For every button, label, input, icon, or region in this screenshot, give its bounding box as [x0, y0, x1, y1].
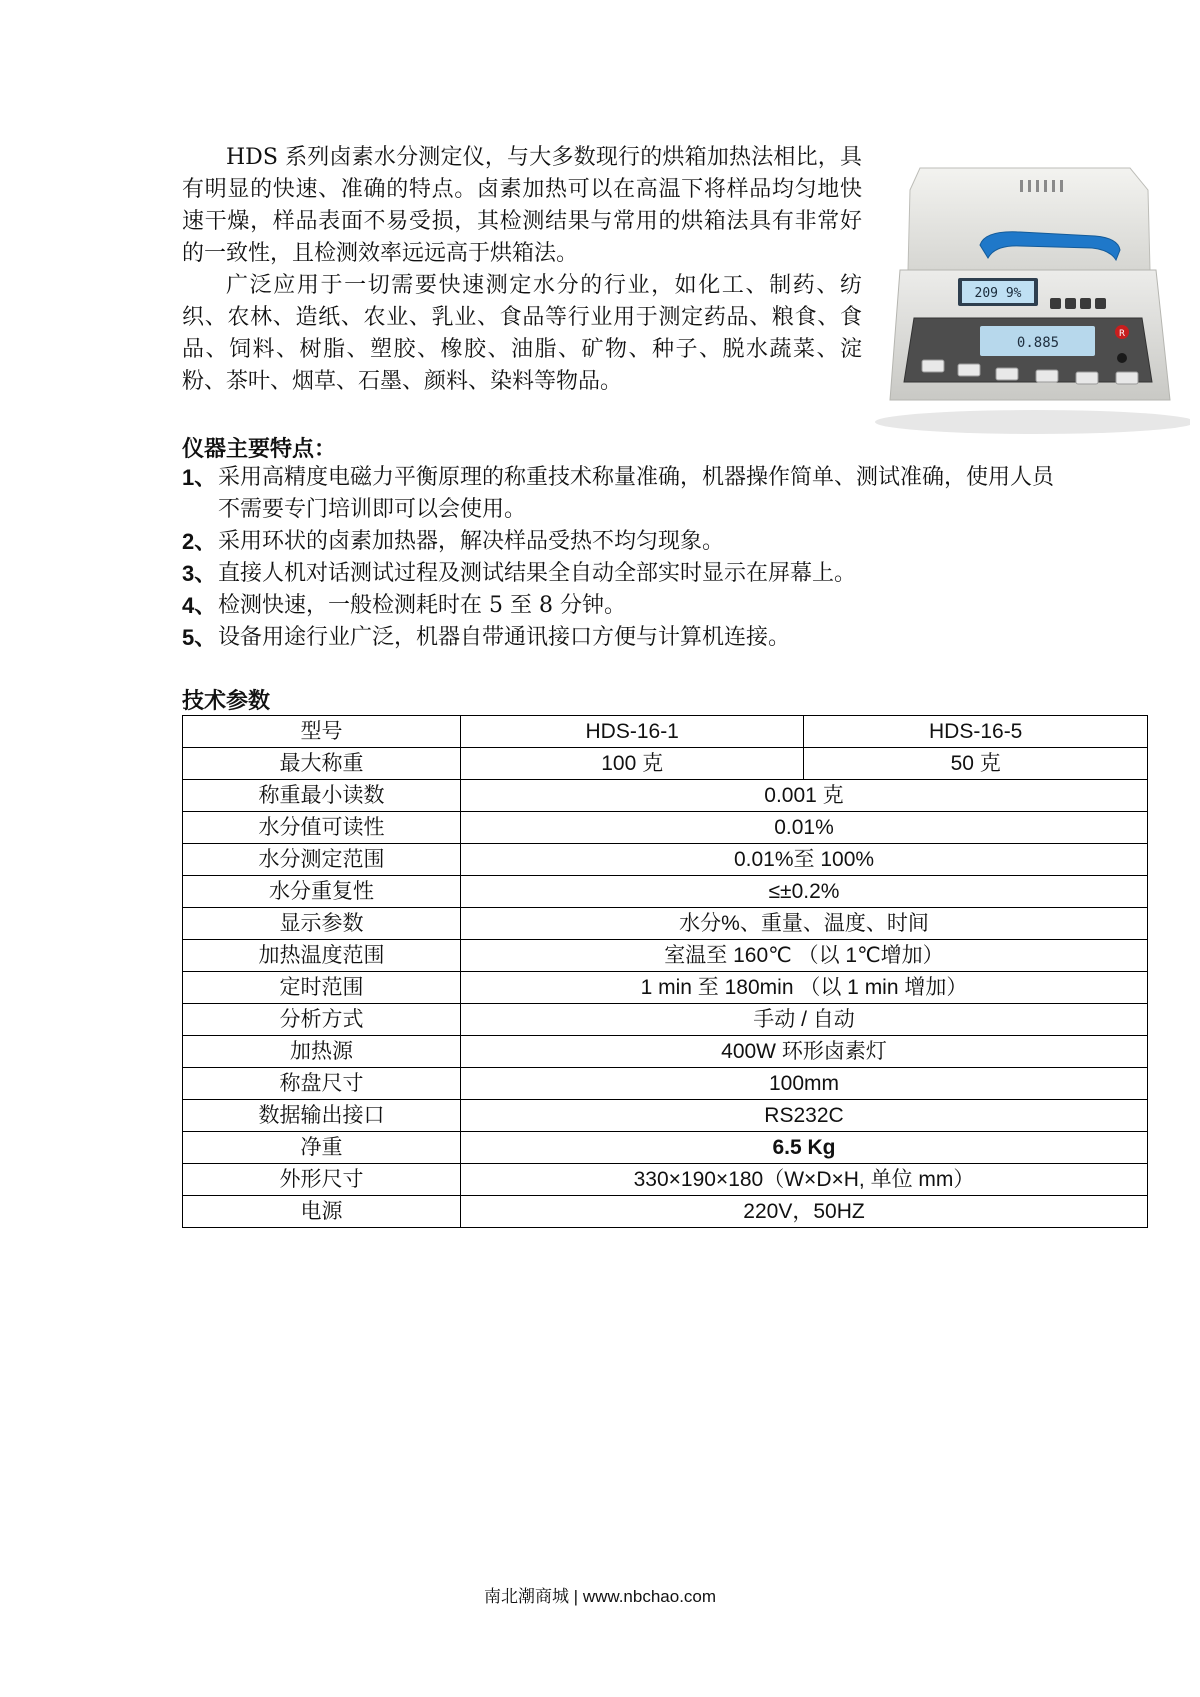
table-cell-value: 6.5 Kg — [461, 1132, 1148, 1164]
table-cell-model2: HDS-16-5 — [804, 716, 1148, 748]
list-item-number: 5、 — [182, 625, 217, 650]
table-cell-value: ≤±0.2% — [461, 876, 1148, 908]
list-item-text: 检测快速，一般检测耗时在 5 至 8 分钟。 — [218, 593, 626, 618]
table-cell-label: 水分测定范围 — [183, 844, 461, 876]
table-cell-value: 室温至 160℃ （以 1℃增加） — [461, 940, 1148, 972]
table-cell-label: 显示参数 — [183, 908, 461, 940]
red-button-label: R — [1118, 329, 1126, 339]
table-row — [183, 972, 1148, 1004]
list-item-number: 3、 — [182, 561, 217, 586]
top-display-reading: 209 9% — [974, 286, 1022, 301]
list-item — [182, 462, 1062, 526]
table-cell-value: RS232C — [461, 1100, 1148, 1132]
table-cell-value: 水分%、重量、温度、时间 — [461, 908, 1148, 940]
features-heading: 仪器主要特点： — [182, 436, 337, 462]
spec-table — [182, 715, 1148, 1228]
table-cell-model1: HDS-16-1 — [461, 716, 804, 748]
table-row — [183, 780, 1148, 812]
table-cell-label: 水分重复性 — [183, 876, 461, 908]
table-cell-label: 加热源 — [183, 1036, 461, 1068]
table-cell-label: 最大称重 — [183, 748, 461, 780]
page-footer: 南北潮商城 | www.nbchao.com — [483, 1587, 717, 1606]
bottom-display-reading: 0.885 — [1016, 335, 1060, 351]
table-cell-value: 0.01% — [461, 812, 1148, 844]
table-row — [183, 940, 1148, 972]
table-cell-label: 水分值可读性 — [183, 812, 461, 844]
table-row — [183, 876, 1148, 908]
table-cell-value: 手动 / 自动 — [461, 1004, 1148, 1036]
table-cell-model2: 50 克 — [804, 748, 1148, 780]
table-row — [183, 844, 1148, 876]
table-cell-value: 0.01%至 100% — [461, 844, 1148, 876]
table-cell-value: 330×190×180（W×D×H, 单位 mm） — [461, 1164, 1148, 1196]
table-cell-value: 220V，50HZ — [461, 1196, 1148, 1228]
table-cell-label: 外形尺寸 — [183, 1164, 461, 1196]
intro-text — [182, 142, 862, 398]
features-list — [182, 462, 1062, 654]
list-item-number: 2、 — [182, 529, 217, 554]
table-cell-label: 定时范围 — [183, 972, 461, 1004]
list-item — [182, 558, 1062, 590]
table-cell-label: 称盘尺寸 — [183, 1068, 461, 1100]
table-row — [183, 1036, 1148, 1068]
list-item — [182, 590, 1062, 622]
table-cell-value: 0.001 克 — [461, 780, 1148, 812]
list-item-number: 4、 — [182, 593, 217, 618]
table-cell-value: 100mm — [461, 1068, 1148, 1100]
list-item-number: 1、 — [182, 465, 217, 490]
list-item-text: 采用高精度电磁力平衡原理的称重技术称量准确，机器操作简单、测试准确，使用人员不需要专门培训即可以会使用。 — [218, 465, 1055, 522]
table-cell-label: 加热温度范围 — [183, 940, 461, 972]
table-cell-value: 400W 环形卤素灯 — [461, 1036, 1148, 1068]
intro-paragraph-1: HDS 系列卤素水分测定仪，与大多数现行的烘箱加热法相比，具有明显的快速、准确的特点。卤素加热可以在高温下将样品均匀地快速干燥，样品表面不易受损，其检测结果与常用的烘箱法具有非常好的一致性，且检测效率远远高于烘箱法。 — [182, 145, 862, 266]
table-row — [183, 1004, 1148, 1036]
list-item-text: 直接人机对话测试过程及测试结果全自动全部实时显示在屏幕上。 — [218, 561, 857, 586]
list-item — [182, 622, 1062, 654]
intro-paragraph-2: 广泛应用于一切需要快速测定水分的行业，如化工、制药、纺织、农林、造纸、农业、乳业、食品等行业用于测定药品、粮食、食品、饲料、树脂、塑胶、橡胶、油脂、矿物、种子、脱水蔬菜、淀粉、茶叶、烟草、石墨、颜料、染料等物品。 — [182, 273, 862, 394]
spec-heading: 技术参数 — [182, 688, 271, 714]
list-item-text: 设备用途行业广泛，机器自带通讯接口方便与计算机连接。 — [218, 625, 791, 650]
table-cell-model1: 100 克 — [461, 748, 804, 780]
table-row — [183, 1100, 1148, 1132]
table-row — [183, 812, 1148, 844]
table-cell-label: 型号 — [183, 716, 461, 748]
list-item — [182, 526, 1062, 558]
table-cell-label: 数据输出接口 — [183, 1100, 461, 1132]
moisture-analyzer-image — [870, 150, 1190, 450]
table-row — [183, 1132, 1148, 1164]
table-row — [183, 1068, 1148, 1100]
table-row — [183, 716, 1148, 748]
table-cell-label: 电源 — [183, 1196, 461, 1228]
table-row — [183, 1164, 1148, 1196]
table-row — [183, 748, 1148, 780]
table-row — [183, 908, 1148, 940]
table-cell-label: 分析方式 — [183, 1004, 461, 1036]
table-cell-value: 1 min 至 180min （以 1 min 增加） — [461, 972, 1148, 1004]
table-row — [183, 1196, 1148, 1228]
table-cell-label: 称重最小读数 — [183, 780, 461, 812]
list-item-text: 采用环状的卤素加热器，解决样品受热不均匀现象。 — [218, 529, 725, 554]
table-cell-label: 净重 — [183, 1132, 461, 1164]
